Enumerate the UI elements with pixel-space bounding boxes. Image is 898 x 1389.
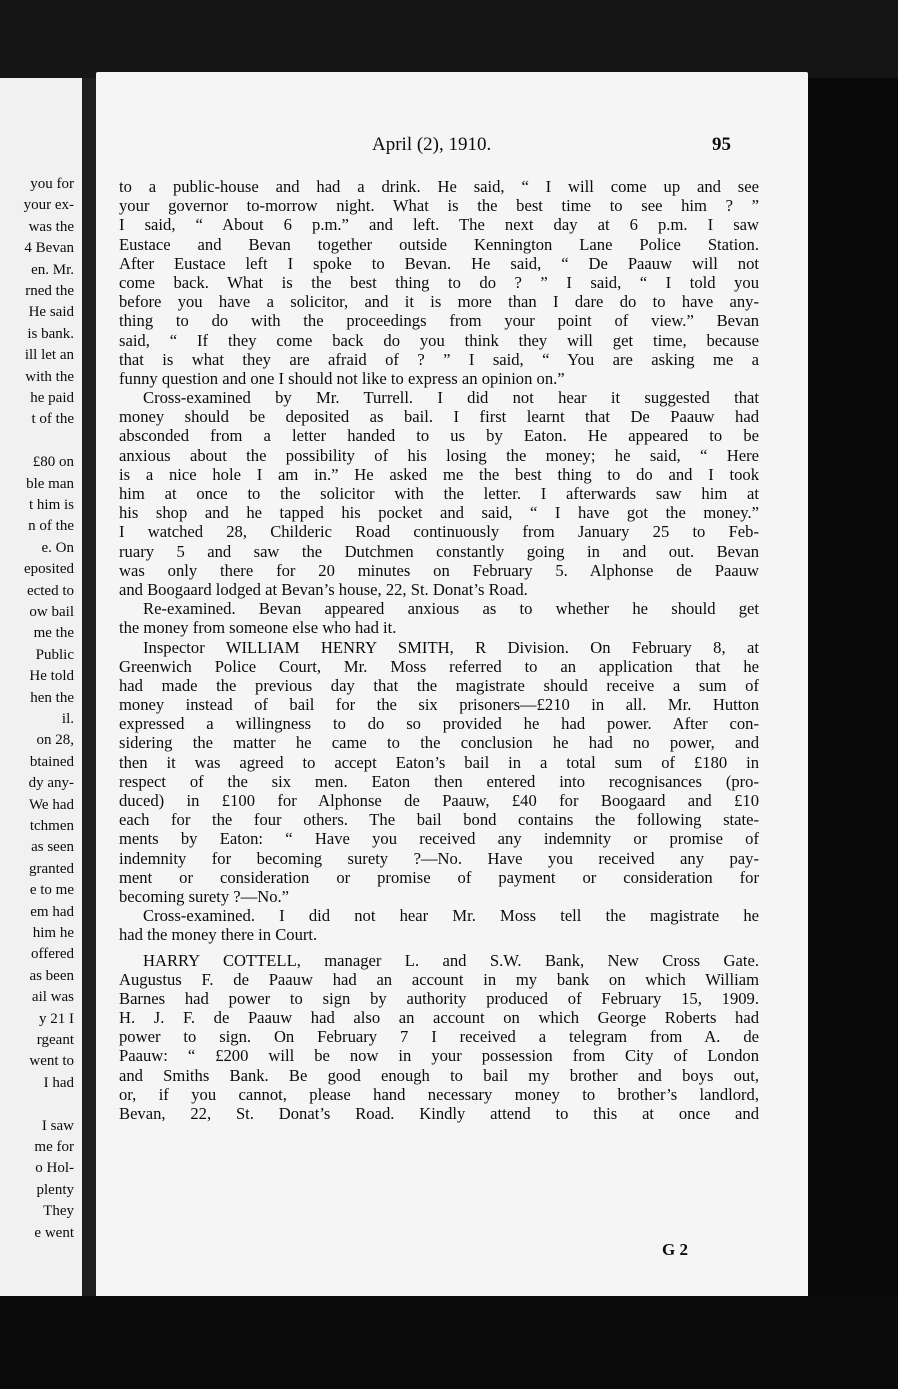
text-line: and Boogaard lodged at Bevan’s house, 22, St. Donat’s Road. [119,579,528,599]
text-line: Eustace and Bevan together outside Kennington Lane Police Station. [119,234,759,254]
left-page-fragment-line: tchmen [29,818,74,834]
left-page-fragment-line: ill let an [24,347,74,364]
text-line: ment or consideration or promise of payment or consideration for [119,867,759,887]
left-page-fragment-line: e. On [41,539,74,556]
left-page-fragment-line: £80 on [32,454,74,471]
left-page-fragment-line: you for [30,176,74,192]
text-line: duced) in £100 for Alphonse de Paauw, £40 for Boogaard and £10 [119,791,759,810]
left-page-fragment-line: rned the [25,283,74,299]
left-page-fragment-line: 4 Bevan [24,240,74,257]
left-page-fragment-line: e went [34,1224,74,1241]
left-page-fragment-line: t him is [28,497,74,513]
left-page-fragment-line: as been [29,967,74,984]
left-page-fragment-line: o Hol- [35,1160,74,1177]
left-page-fragment-line: hen the [30,689,74,706]
left-page-fragment-line: rgeant [36,1032,74,1048]
text-line: Augustus F. de Paauw had an account in my bank on which William [119,969,759,989]
left-page-fragment-line: him he [32,925,74,941]
left-page-fragment-line: en. Mr. [31,261,74,278]
left-page-fragment-line: went to [29,1053,74,1070]
text-line: power to sign. On February 7 I received a telegram from A. de [119,1027,759,1047]
text-line: anxious about the possibility of his losing the money; he said, “ Here [119,445,759,465]
text-line: Re-examined. Bevan appeared anxious as to whether he should get [143,599,759,619]
text-line: ments by Eaton: “ Have you received any indemnity or promise of [119,829,759,849]
left-page-fragment-line: eposited [24,561,74,578]
left-page-fragment-line: me for [34,1139,74,1155]
left-page-fragment-line: y 21 I [39,1010,74,1027]
text-line: After Eustace left I spoke to Bevan. He said, “ De Paauw will not [119,253,759,273]
text-line: his shop and he tapped his pocket and said, “ I have got the money.” [119,503,759,523]
text-line: indemnity for becoming surety ?—No. Have you received any pay- [119,848,759,868]
text-line: had made the previous day that the magistrate should receive a sum of [119,675,759,695]
left-page-fragment-line: btained [29,753,74,770]
left-page-fragment-line: with the [25,368,74,385]
left-page-fragment-line: n of the [28,518,74,535]
text-line: becoming surety ?—No.” [119,886,290,906]
left-page-fragment-line: he paid [30,390,74,406]
text-line: to a public-house and had a drink. He said, “ I will come up and see [119,177,759,196]
left-page-fragment-line: offered [30,946,74,963]
text-line: and Smiths Bank. Be good enough to bail my brother and boys out, [119,1065,759,1085]
text-line: money should be deposited as bail. I first learnt that De Paauw had [119,407,759,427]
left-page-fragment-line: Public [35,646,74,663]
left-page-fragment-line: ow bail [29,604,74,620]
text-line: expressed a willingness to do so provided he had power. After con- [119,714,759,734]
left-page-fragment-line: He said [28,304,74,321]
text-line: respect of the six men. Eaton then entered into recognisances (pro- [119,771,759,791]
left-page-fragment [0,78,82,1296]
left-page-fragment-line: on 28, [36,732,74,749]
text-line: Cross-examined by Mr. Turrell. I did not hear it suggested that [143,388,759,408]
text-line: thing to do with the proceedings from your point of view.” Bevan [119,311,759,331]
text-line: ruary 5 and saw the Dutchmen constantly going in and out. Bevan [119,541,759,561]
text-line: funny question and one I should not like to express an opinion on.” [119,368,565,388]
left-page-fragment-line: ected to [26,582,74,599]
left-page-fragment-line: as seen [31,839,74,856]
text-line: had the money there in Court. [119,925,318,945]
left-page-fragment-line: your ex- [23,197,74,214]
text-line: then it was agreed to accept Eaton’s bail in a total sum of £180 in [119,752,759,772]
text-line: come back. What is the best thing to do ? ” I said, “ I told you [119,272,759,292]
left-page-fragment-line: plenty [36,1181,74,1198]
page-number: 95 [712,134,731,155]
text-line: Paauw: “ £200 will be now in your possession from City of London [119,1046,759,1066]
left-page-fragment-line: granted [29,860,74,877]
text-line: absconded from a letter handed to us by Eaton. He appeared to be [119,426,759,446]
left-page-fragment-line: dy any- [28,775,74,792]
text-line: Cross-examined. I did not hear Mr. Moss tell the magistrate he [143,906,759,926]
text-line: your governor to-morrow night. What is the best time to see him ? ” [119,196,759,216]
left-page-fragment-line: They [43,1203,74,1220]
text-line: money instead of bail for the six prisoners—£210 in all. Mr. Hutton [119,695,759,715]
text-line: I watched 28, Childeric Road continuously from January 25 to Feb- [119,522,759,542]
text-line: the money from someone else who had it. [119,618,397,638]
text-line: that is what they are afraid of ? ” I said, “ You are asking me a [119,349,759,369]
text-line: H. J. F. de Paauw had also an account on which George Roberts had [119,1008,759,1028]
text-line: Bevan, 22, St. Donat’s Road. Kindly attend to this at once and [119,1104,759,1123]
left-page-fragment-line: e to me [29,882,74,899]
text-line: was only there for 20 minutes on February 5. Alphonse de Paauw [119,560,759,580]
text-line: I said, “ About 6 p.m.” and left. The next day at 6 p.m. I saw [119,215,759,235]
text-line: before you have a solicitor, and it is more than I dare do to have any- [119,292,759,312]
left-page-fragment-line: was the [28,218,74,235]
scan-bottom-margin [0,1296,898,1389]
page-body [119,177,759,1123]
scan-top-margin [0,0,898,78]
left-page-fragment-line: t of the [31,411,74,428]
text-line: or, if you cannot, please hand necessary money to brother’s landlord, [119,1084,759,1104]
left-page-fragment-line: He told [29,668,74,685]
text-line: sidering the matter he came to the conclusion he had no power, and [119,733,759,753]
left-page-fragment-line: il. [61,711,74,727]
text-line: each for the four others. The bail bond contains the following state- [119,810,759,830]
left-page-fragment-line: ail was [31,989,74,1006]
text-line: Inspector WILLIAM HENRY SMITH, R Division. On February 8, at [143,637,759,657]
text-line: is a nice hole I am in.” He asked me the best thing to do and I took [119,464,759,484]
left-page-fragment-line: I saw [41,1117,74,1134]
left-page-fragment-line: ble man [26,475,74,492]
text-line: said, “ If they come back do you think they will get time, because [119,330,759,350]
running-head: April (2), 1910. [372,134,492,155]
text-line: HARRY COTTELL, manager L. and S.W. Bank, New Cross Gate. [143,950,759,970]
left-page-fragment-line: We had [28,796,74,813]
left-page-fragment-line: me the [33,625,74,642]
left-page-fragment-line: em had [30,903,74,920]
text-line: Barnes had power to sign by authority produced of February 15, 1909. [119,988,759,1008]
left-page-fragment-line: is bank. [27,325,74,342]
text-line: him at once to the solicitor with the letter. I afterwards saw him at [119,484,759,503]
left-page-fragment-line: I had [43,1074,74,1091]
page-header [0,134,898,160]
text-line: Greenwich Police Court, Mr. Moss referred to an application that he [119,656,759,676]
signature-mark: G 2 [662,1240,688,1259]
